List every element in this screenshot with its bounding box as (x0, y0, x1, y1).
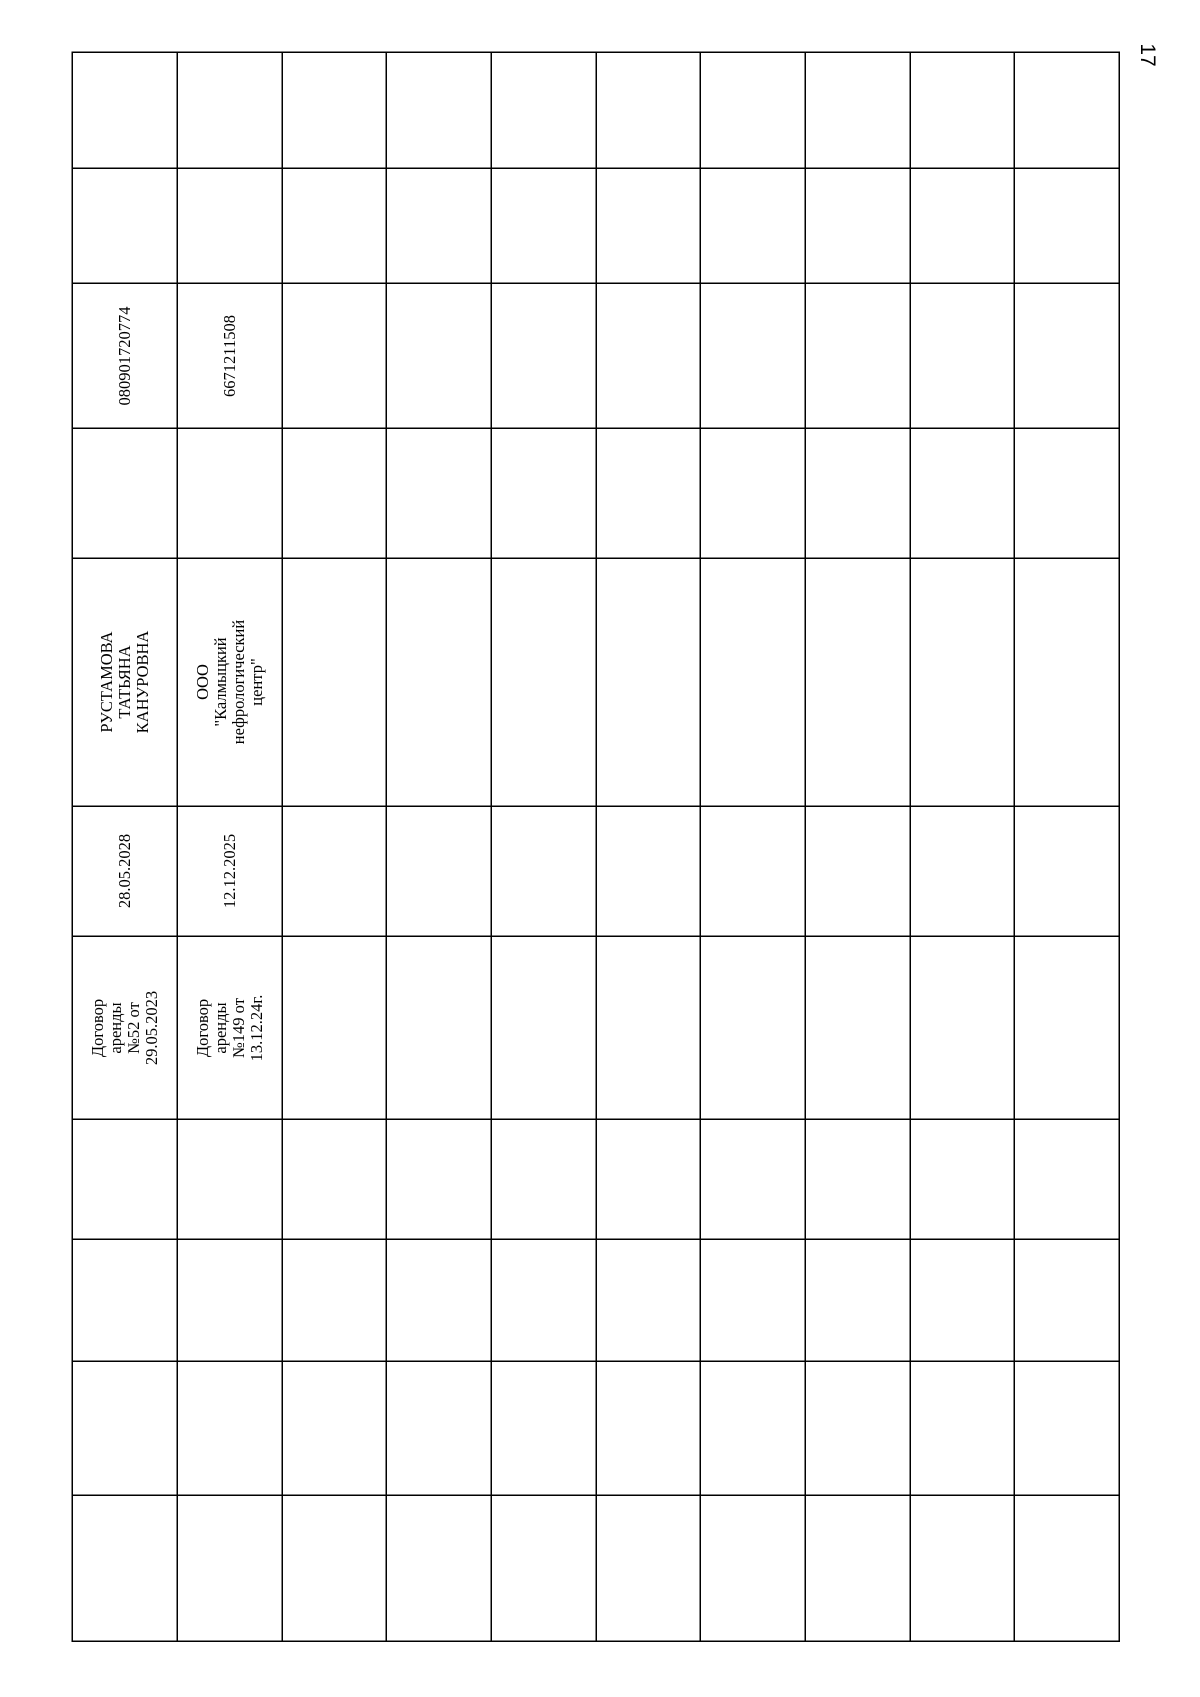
table-cell-r2-c2 (177, 168, 282, 283)
table-cell-r2-c11 (177, 1495, 282, 1641)
table-cell-r3-c8 (282, 1119, 386, 1239)
table-cell-r9-c7 (910, 936, 1014, 1119)
table-cell-r3-c9 (282, 1239, 386, 1361)
table-cell-r10-c10 (1014, 1361, 1119, 1495)
table-cell-r6-c1 (596, 52, 700, 168)
table-cell-r5-c5 (491, 558, 596, 806)
table-cell-r10-c6 (1014, 806, 1119, 936)
table-cell-r5-c3 (491, 283, 596, 428)
table-cell-text-r1-c5: РУСТАМОВА ТАТЬЯНА КАНУРОВНА (96, 630, 152, 734)
table-cell-r7-c1 (700, 52, 805, 168)
table-cell-r5-c8 (491, 1119, 596, 1239)
table-cell-r10-c11 (1014, 1495, 1119, 1641)
table-cell-r3-c5 (282, 558, 386, 806)
table-cell-r4-c10 (386, 1361, 491, 1495)
table-cell-r3-c2 (282, 168, 386, 283)
table-cell-r1-c2 (72, 168, 177, 283)
table-cell-r6-c5 (596, 558, 700, 806)
table-cell-r10-c1 (1014, 52, 1119, 168)
table-cell-r5-c9 (491, 1239, 596, 1361)
table-cell-text-r1-c7: Договор аренды №52 от 29.05.2023 (87, 990, 161, 1065)
table-cell-r9-c11 (910, 1495, 1014, 1641)
table-cell-r7-c11 (700, 1495, 805, 1641)
table-cell-r2-c7 (177, 936, 282, 1119)
table-cell-r6-c11 (596, 1495, 700, 1641)
table-cell-r3-c3 (282, 283, 386, 428)
table-cell-r6-c3 (596, 283, 700, 428)
table-cell-r4-c2 (386, 168, 491, 283)
table-cell-r7-c9 (700, 1239, 805, 1361)
table-cell-r3-c10 (282, 1361, 386, 1495)
table-cell-r7-c2 (700, 168, 805, 283)
table-cell-r4-c5 (386, 558, 491, 806)
table-cell-r4-c8 (386, 1119, 491, 1239)
table-cell-r9-c10 (910, 1361, 1014, 1495)
table-cell-r8-c1 (805, 52, 910, 168)
table-cell-r1-c6 (72, 806, 177, 936)
table-cell-r10-c7 (1014, 936, 1119, 1119)
table-cell-r4-c7 (386, 936, 491, 1119)
table-cell-text-r2-c3: 6671211508 (219, 314, 239, 397)
table-cell-r8-c11 (805, 1495, 910, 1641)
table-cell-r4-c6 (386, 806, 491, 936)
table-cell-r3-c1 (282, 52, 386, 168)
table-cell-r2-c1 (177, 52, 282, 168)
table-cell-r8-c10 (805, 1361, 910, 1495)
table-cell-r5-c1 (491, 52, 596, 168)
table-cell-r9-c8 (910, 1119, 1014, 1239)
page-number: 17 (1136, 43, 1159, 67)
table-cell-r2-c3 (177, 283, 282, 428)
table-cell-r10-c2 (1014, 168, 1119, 283)
table-cell-text-r2-c7: Договор аренды №149 от 13.12.24г. (192, 994, 266, 1061)
table-cell-r10-c4 (1014, 428, 1119, 558)
table-cell-r7-c5 (700, 558, 805, 806)
table-cell-r1-c11 (72, 1495, 177, 1641)
table-cell-r4-c11 (386, 1495, 491, 1641)
table-cell-r7-c8 (700, 1119, 805, 1239)
table-cell-r9-c9 (910, 1239, 1014, 1361)
table-cell-r1-c8 (72, 1119, 177, 1239)
table-cell-r9-c2 (910, 168, 1014, 283)
table-cell-r8-c2 (805, 168, 910, 283)
table-cell-r2-c10 (177, 1361, 282, 1495)
table-cell-text-r2-c5: ООО "Калмыцкий нефрологический центр" (192, 619, 266, 745)
table-cell-r1-c10 (72, 1361, 177, 1495)
table-cell-r6-c6 (596, 806, 700, 936)
table-cell-r1-c5 (72, 558, 177, 806)
table-cell-r3-c4 (282, 428, 386, 558)
table-cell-r2-c8 (177, 1119, 282, 1239)
table-cell-r1-c9 (72, 1239, 177, 1361)
table-cell-r4-c1 (386, 52, 491, 168)
table-cell-r4-c3 (386, 283, 491, 428)
table-cell-r5-c7 (491, 936, 596, 1119)
table-cell-r10-c9 (1014, 1239, 1119, 1361)
table-cell-text-r1-c6: 28.05.2028 (114, 833, 134, 909)
table-cell-r3-c11 (282, 1495, 386, 1641)
table-cell-r7-c10 (700, 1361, 805, 1495)
table-cell-r7-c4 (700, 428, 805, 558)
table-cell-r7-c3 (700, 283, 805, 428)
table-cell-r6-c2 (596, 168, 700, 283)
table-cell-r9-c5 (910, 558, 1014, 806)
table-cell-r2-c4 (177, 428, 282, 558)
table-cell-r3-c7 (282, 936, 386, 1119)
table-cell-r8-c5 (805, 558, 910, 806)
table-cell-r9-c1 (910, 52, 1014, 168)
table-cell-r7-c6 (700, 806, 805, 936)
table-cell-r8-c4 (805, 428, 910, 558)
table-cell-r10-c5 (1014, 558, 1119, 806)
table-cell-r1-c3 (72, 283, 177, 428)
table-cell-text-r1-c3: 080901720774 (114, 306, 134, 405)
table-cell-r5-c10 (491, 1361, 596, 1495)
table-cell-r6-c4 (596, 428, 700, 558)
table-cell-r2-c9 (177, 1239, 282, 1361)
table-cell-r4-c4 (386, 428, 491, 558)
table-cell-r9-c3 (910, 283, 1014, 428)
table-cell-r8-c7 (805, 936, 910, 1119)
table-cell-text-r2-c6: 12.12.2025 (219, 833, 239, 909)
table-cell-r6-c9 (596, 1239, 700, 1361)
table-cell-r10-c3 (1014, 283, 1119, 428)
table-cell-r5-c2 (491, 168, 596, 283)
table-cell-r5-c6 (491, 806, 596, 936)
table-cell-r4-c9 (386, 1239, 491, 1361)
table-cell-r1-c1 (72, 52, 177, 168)
table-cell-r9-c4 (910, 428, 1014, 558)
table-cell-r2-c5 (177, 558, 282, 806)
table-cell-r6-c7 (596, 936, 700, 1119)
table-cell-r2-c6 (177, 806, 282, 936)
table-cell-r8-c3 (805, 283, 910, 428)
table-cell-r8-c6 (805, 806, 910, 936)
table-cell-r10-c8 (1014, 1119, 1119, 1239)
table-cell-r1-c4 (72, 428, 177, 558)
table-cell-r6-c8 (596, 1119, 700, 1239)
table-cell-r5-c11 (491, 1495, 596, 1641)
table-cell-r5-c4 (491, 428, 596, 558)
table-cell-r6-c10 (596, 1361, 700, 1495)
table-cell-r1-c7 (72, 936, 177, 1119)
table-cell-r3-c6 (282, 806, 386, 936)
table-cell-r7-c7 (700, 936, 805, 1119)
table-cell-r8-c9 (805, 1239, 910, 1361)
table-cell-r9-c6 (910, 806, 1014, 936)
table-cell-r8-c8 (805, 1119, 910, 1239)
